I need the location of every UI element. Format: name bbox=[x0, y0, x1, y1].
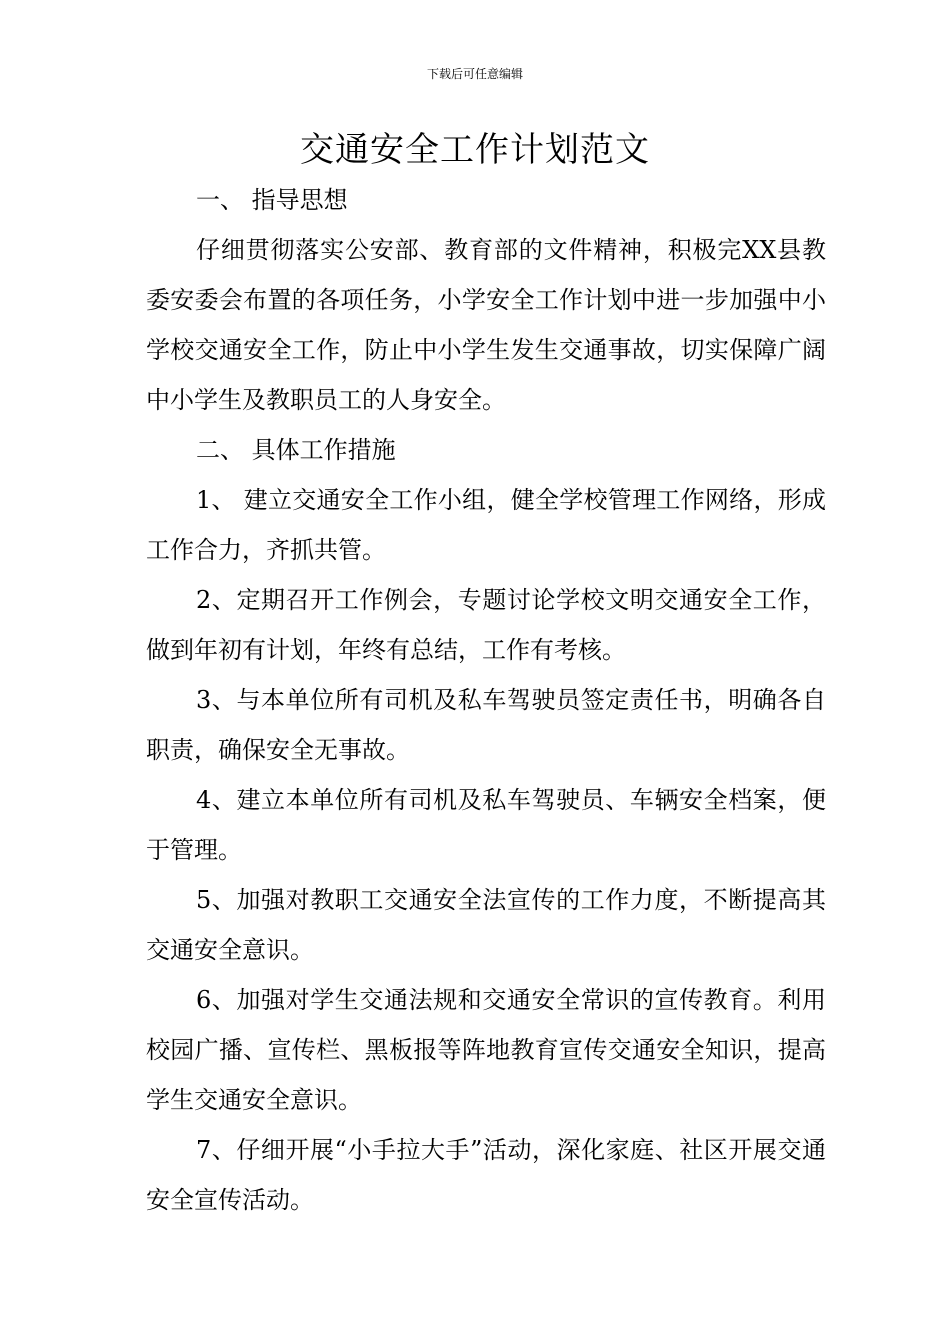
measure-item-5: 5、加强对教职工交通安全法宣传的工作力度，不断提高其交通安全意识。 bbox=[146, 886, 826, 964]
paragraph-guiding-idea: 仔细贯彻落实公安部、教育部的文件精神，积极完XX县教委安委会布置的各项任务，小学安全工作计划中进一步加强中小学校交通安全工作，防止中小学生发生交通事故，切实保障广阔中小学生及教职员工的人身安全。 bbox=[146, 236, 826, 414]
header-note: 下载后可任意编辑 bbox=[426, 67, 523, 81]
document-body bbox=[146, 175, 826, 1225]
measure-item-7: 7、仔细开展“小手拉大手”活动，深化家庭、社区开展交通安全宣传活动。 bbox=[146, 1136, 826, 1214]
document-title: 交通安全工作计划范文 bbox=[300, 130, 650, 170]
measure-item-2: 2、定期召开工作例会，专题讨论学校文明交通安全工作，做到年初有计划，年终有总结，工作有考核。 bbox=[146, 586, 826, 664]
measure-item-6: 6、加强对学生交通法规和交通安全常识的宣传教育。利用校园广播、宣传栏、黑板报等阵地教育宣传交通安全知识，提高学生交通安全意识。 bbox=[146, 986, 826, 1114]
section-heading-guiding-idea: 一、 指导思想 bbox=[196, 186, 348, 214]
measure-item-1: 1、 建立交通安全工作小组，健全学校管理工作网络，形成工作合力，齐抓共管。 bbox=[146, 486, 826, 564]
section-heading-measures: 二、 具体工作措施 bbox=[196, 436, 396, 464]
measure-item-4: 4、建立本单位所有司机及私车驾驶员、车辆安全档案，便于管理。 bbox=[146, 786, 826, 864]
measure-item-3: 3、与本单位所有司机及私车驾驶员签定责任书，明确各自职责，确保安全无事故。 bbox=[146, 686, 826, 764]
